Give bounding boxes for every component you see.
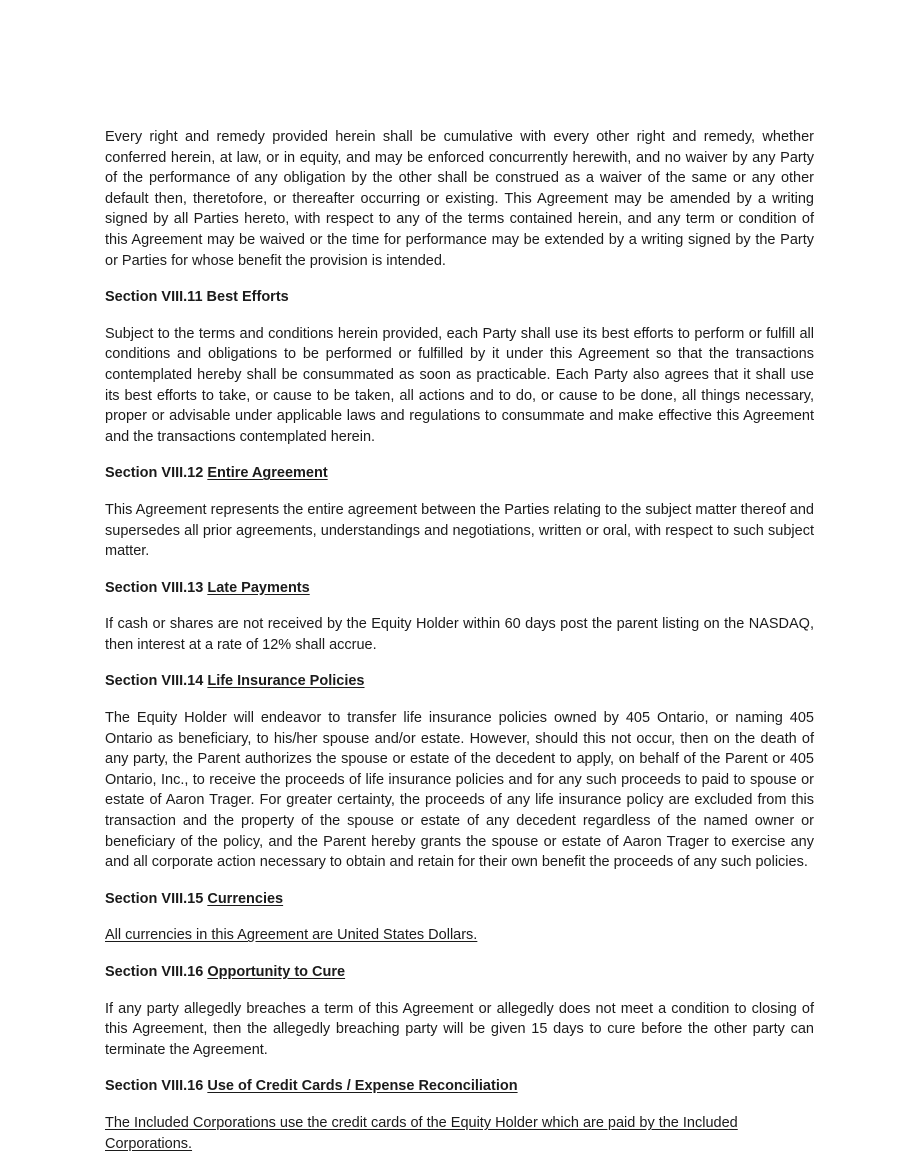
section-heading-title: Late Payments — [207, 579, 310, 596]
section-heading-title: Currencies — [207, 890, 284, 907]
para-best-efforts: Subject to the terms and conditions herein provided, each Party shall use its best efforts to perform or fulfill all conditions and obligations to be performed or fulfilled by it under this Agreement so that the transactions contemplated hereby shall be consummated as soon as practicable. Each Party also agrees that it shall use its best efforts to take, or cause to be taken, all actions and to do, or cause to be done, all things necessary, proper or advisable under applicable laws and regulations to consummate and make effective this Agreement and the transactions contemplated herein. — [105, 325, 814, 445]
para-late-payments: If cash or shares are not received by the Equity Holder within 60 days post the parent listing on the NASDAQ, then interest at a rate of 12% shall accrue. — [105, 616, 814, 653]
section-heading-prefix: Section VIII.14 — [105, 673, 208, 690]
heading-section-viii-15-currencies — [105, 889, 814, 910]
para-currencies: All currencies in this Agreement are United States Dollars. — [105, 927, 478, 944]
section-heading-prefix: Section VIII.16 — [105, 964, 208, 980]
para-credit-cards: The Included Corporations use the credit cards of the Equity Holder which are paid by the Included Corporations. — [105, 1114, 738, 1152]
section-heading-prefix: Section VIII.13 — [105, 579, 208, 596]
section-heading-title: Opportunity to Cure — [207, 964, 346, 980]
para-cumulative-remedies: Every right and remedy provided herein shall be cumulative with every other right and remedy, whether conferred herein, at law, or in equity, and may be enforced concurrently herewith, and no waiver by any Party of the performance of any obligation by the other shall be construed as a waiver of the same or any other default then, theretofore, or thereafter occurring or existing. This Agreement may be amended by a writing signed by all Parties hereto, with respect to any of the terms contained herein, and any term or condition of this Agreement may be waived or the time for performance may be extended by a writing signed by the Party or Parties for whose benefit the provision is intended. — [105, 129, 814, 269]
heading-section-viii-13-late-payments — [105, 578, 814, 599]
para-life-insurance: The Equity Holder will endeavor to transfer life insurance policies owned by 405 Ontario, or naming 405 Ontario as beneficiary, to his/her spouse and/or estate. However, should this not occur, then on the death of any party, the Parent authorizes the spouse or estate of the decedent to apply, on behalf of the Parent or 405 Ontario, Inc., to receive the proceeds of life insurance policies and for any such proceeds to paid to spouse or estate of Aaron Trager. For greater certainty, the proceeds of any life insurance policy are excluded from this transaction and the property of the spouse or estate of any decedent regardless of the named owner or beneficiary of the policy, and the Parent hereby grants the spouse or estate of Aaron Trager to exercise any and all corporate action necessary to obtain and retain for their own benefit the proceeds of any such policies. — [105, 710, 814, 871]
para-opportunity-to-cure: If any party allegedly breaches a term of this Agreement or allegedly does not meet a condition to closing of this Agreement, then the allegedly breaching party will be given 15 days to cure before the other party can terminate the Agreement. — [105, 1000, 814, 1058]
section-heading-prefix: Section VIII.15 — [105, 890, 208, 907]
heading-section-viii-14-life-insurance-policies — [105, 671, 814, 692]
section-heading-prefix: Section VIII.12 — [105, 465, 208, 482]
section-heading-title: Entire Agreement — [207, 465, 328, 482]
document-content — [105, 127, 814, 1170]
section-heading-title: Life Insurance Policies — [207, 673, 365, 690]
heading-section-viii-16-opportunity-to-cure — [105, 962, 814, 983]
section-heading-title: Use of Credit Cards / Expense Reconciliation — [207, 1078, 518, 1095]
section-heading-prefix: Section VIII.16 — [105, 1078, 208, 1095]
heading-section-viii-16-credit-cards — [105, 1076, 814, 1097]
para-entire-agreement: This Agreement represents the entire agreement between the Parties relating to the subject matter thereof and supersedes all prior agreements, understandings and negotiations, written or oral, with respect to such subject matter. — [105, 501, 814, 560]
heading-section-viii-12-entire-agreement — [105, 463, 814, 484]
heading-section-viii-11-best-efforts — [105, 287, 814, 308]
section-heading-prefix: Section VIII.11 Best Efforts — [105, 289, 289, 306]
